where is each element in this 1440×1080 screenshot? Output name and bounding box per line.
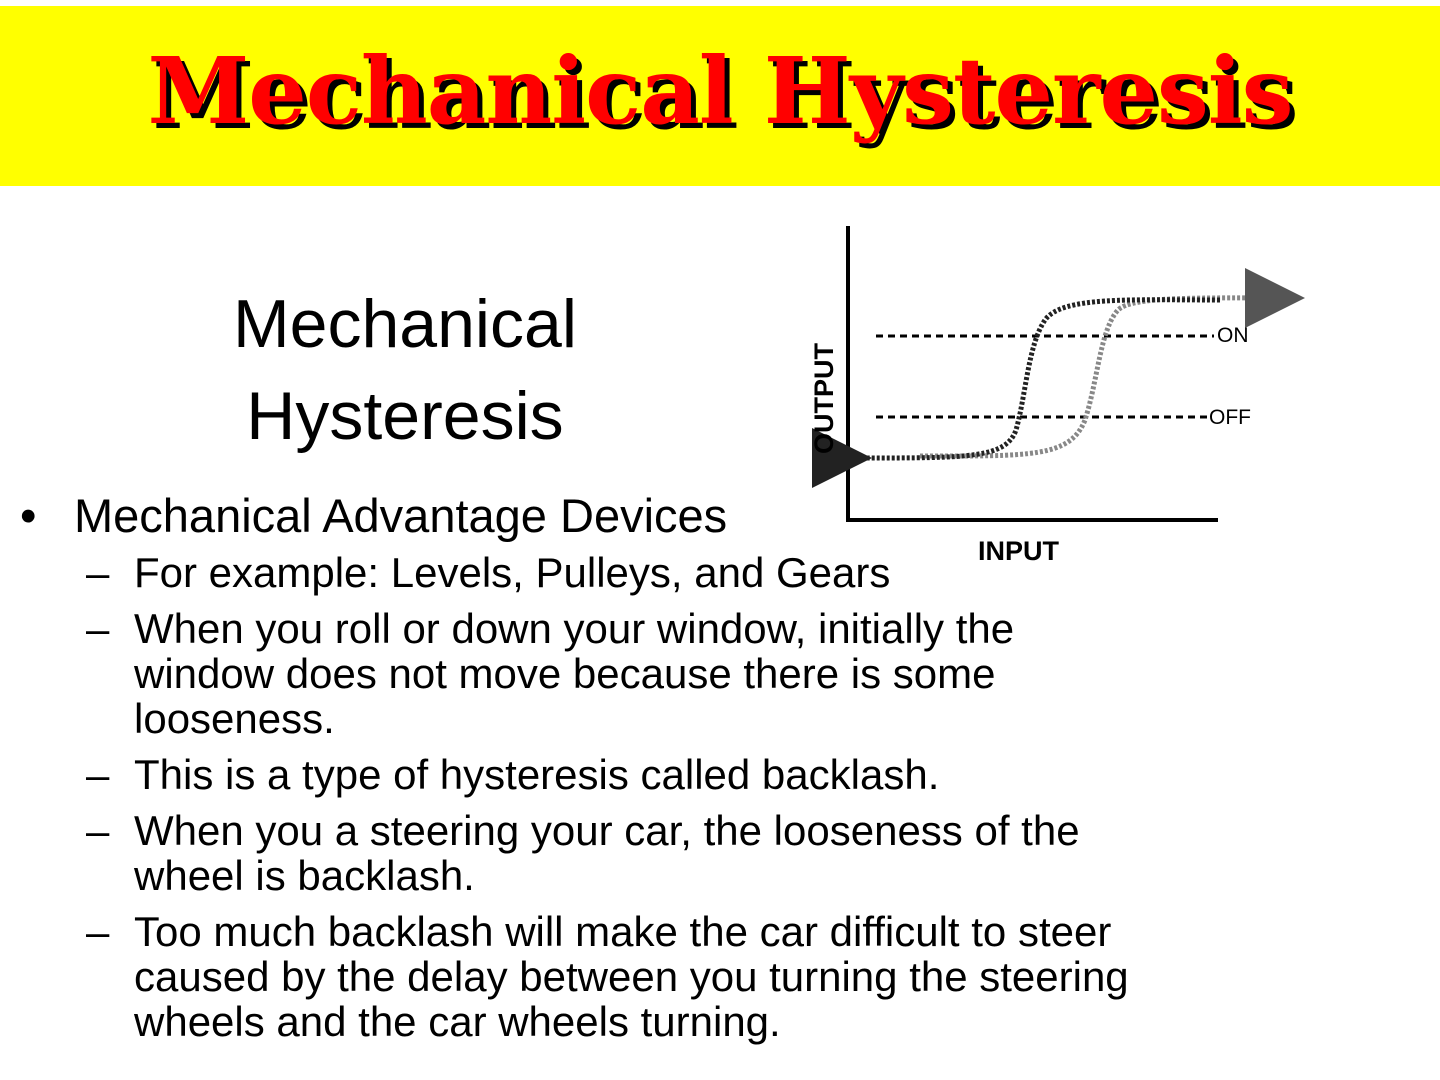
sub-bullet-2-line-2: window does not move because there is some bbox=[134, 650, 996, 697]
sub-bullet-list bbox=[86, 550, 1346, 1055]
dash-marker: – bbox=[86, 751, 110, 798]
sub-bullet-4 bbox=[86, 808, 1346, 898]
sub-bullet-5 bbox=[86, 909, 1346, 1044]
sub-bullet-2-line-1: When you roll or down your window, initially the bbox=[134, 605, 1015, 652]
sub-bullet-2 bbox=[86, 606, 1346, 741]
falling-curve bbox=[862, 300, 1220, 458]
sub-bullet-1 bbox=[86, 550, 1346, 595]
dash-marker: – bbox=[86, 549, 110, 596]
sub-bullet-2-line-3: looseness. bbox=[134, 695, 335, 742]
x-axis-label: INPUT bbox=[978, 536, 1059, 566]
hysteresis-diagram bbox=[800, 220, 1320, 580]
y-axis-label: OUTPUT bbox=[809, 343, 839, 454]
sub-bullet-5-line-3: wheels and the car wheels turning. bbox=[134, 998, 781, 1045]
on-label: ON bbox=[1217, 324, 1249, 347]
sub-bullet-4-line-2: wheel is backlash. bbox=[134, 852, 475, 899]
sub-bullet-5-line-1: Too much backlash will make the car difficult to steer bbox=[134, 908, 1112, 955]
sub-bullet-3 bbox=[86, 752, 1346, 797]
figure-caption-line-2: Hysteresis bbox=[246, 378, 564, 454]
bullet-label: Mechanical Advantage Devices bbox=[74, 489, 728, 542]
off-label: OFF bbox=[1209, 406, 1251, 429]
dash-marker: – bbox=[86, 807, 110, 854]
figure-caption bbox=[160, 278, 650, 462]
bullet-marker: • bbox=[20, 489, 37, 542]
sub-bullet-3-line-1: This is a type of hysteresis called backlash. bbox=[134, 751, 940, 798]
slide-title: Mechanical Hysteresis bbox=[147, 37, 1293, 145]
sub-bullet-5-line-2: caused by the delay between you turning the steering bbox=[134, 953, 1129, 1000]
rising-curve bbox=[920, 298, 1295, 456]
dash-marker: – bbox=[86, 605, 110, 652]
sub-bullet-4-line-1: When you a steering your car, the looseness of the bbox=[134, 807, 1080, 854]
sub-bullet-1-line-1: For example: Levels, Pulleys, and Gears bbox=[134, 549, 891, 596]
dash-marker: – bbox=[86, 908, 110, 955]
figure-caption-line-1: Mechanical bbox=[233, 286, 577, 362]
